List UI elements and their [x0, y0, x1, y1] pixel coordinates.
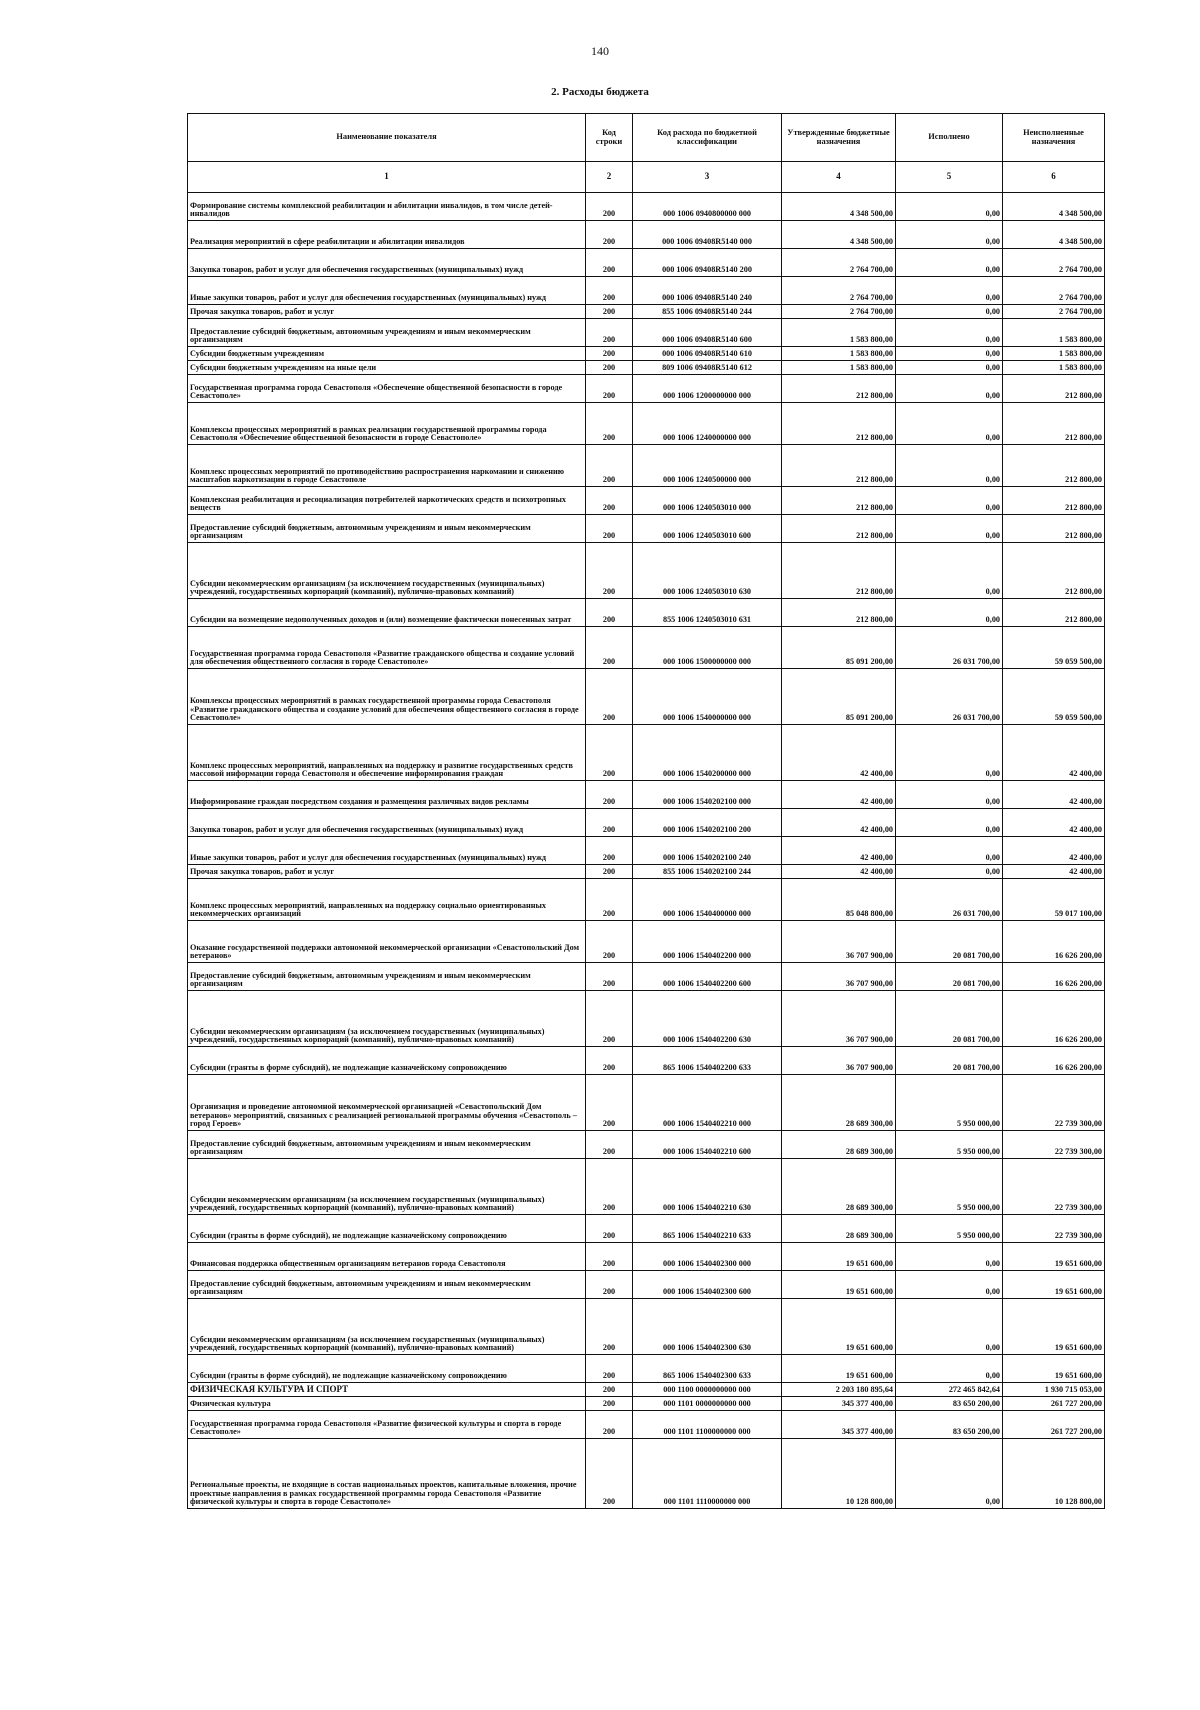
row-code: 200 — [586, 781, 633, 809]
row-classification-code: 000 1006 1540402210 630 — [633, 1159, 782, 1215]
row-approved: 28 689 300,00 — [782, 1131, 896, 1159]
row-code: 200 — [586, 1355, 633, 1383]
header-row — [188, 114, 1105, 162]
row-name: Государственная программа города Севастополя «Развитие гражданского общества и создание условий для обеспечения общественного согласия в городе Севастополе» — [188, 627, 586, 669]
row-name: ФИЗИЧЕСКАЯ КУЛЬТУРА И СПОРТ — [188, 1383, 586, 1397]
row-executed: 0,00 — [896, 599, 1003, 627]
table-row — [188, 1159, 1105, 1215]
row-unexecuted: 22 739 300,00 — [1003, 1159, 1105, 1215]
row-unexecuted: 212 800,00 — [1003, 543, 1105, 599]
row-code: 200 — [586, 1131, 633, 1159]
row-executed: 0,00 — [896, 347, 1003, 361]
table-row — [188, 669, 1105, 725]
row-classification-code: 000 1006 1500000000 000 — [633, 627, 782, 669]
table-row — [188, 781, 1105, 809]
row-unexecuted: 19 651 600,00 — [1003, 1243, 1105, 1271]
row-approved: 42 400,00 — [782, 725, 896, 781]
row-name: Предоставление субсидий бюджетным, автономным учреждениям и иным некоммерческим организациям — [188, 1131, 586, 1159]
row-unexecuted: 2 764 700,00 — [1003, 305, 1105, 319]
row-code: 200 — [586, 963, 633, 991]
row-name: Формирование системы комплексной реабилитации и абилитации инвалидов, в том числе детей-инвалидов — [188, 193, 586, 221]
table-row — [188, 403, 1105, 445]
row-code: 200 — [586, 809, 633, 837]
row-unexecuted: 212 800,00 — [1003, 599, 1105, 627]
row-approved: 212 800,00 — [782, 515, 896, 543]
row-code: 200 — [586, 347, 633, 361]
row-unexecuted: 4 348 500,00 — [1003, 193, 1105, 221]
row-unexecuted: 4 348 500,00 — [1003, 221, 1105, 249]
row-name: Субсидии бюджетным учреждениям на иные цели — [188, 361, 586, 375]
row-name: Закупка товаров, работ и услуг для обеспечения государственных (муниципальных) нужд — [188, 809, 586, 837]
row-classification-code: 865 1006 1540402300 633 — [633, 1355, 782, 1383]
row-classification-code: 855 1006 09408R5140 244 — [633, 305, 782, 319]
row-approved: 85 048 800,00 — [782, 879, 896, 921]
row-code: 200 — [586, 1439, 633, 1509]
row-code: 200 — [586, 1047, 633, 1075]
table-row — [188, 809, 1105, 837]
row-code: 200 — [586, 1243, 633, 1271]
row-name: Субсидии некоммерческим организациям (за исключением государственных (муниципальных) учреждений, государственных корпораций (компаний), публично-правовых компаний) — [188, 1299, 586, 1355]
row-approved: 2 764 700,00 — [782, 249, 896, 277]
row-executed: 0,00 — [896, 837, 1003, 865]
row-approved: 212 800,00 — [782, 487, 896, 515]
row-code: 200 — [586, 221, 633, 249]
row-classification-code: 855 1006 1540202100 244 — [633, 865, 782, 879]
row-classification-code: 000 1006 1540402300 630 — [633, 1299, 782, 1355]
page-number: 140 — [591, 44, 609, 58]
row-name: Прочая закупка товаров, работ и услуг — [188, 305, 586, 319]
row-code: 200 — [586, 487, 633, 515]
row-classification-code: 865 1006 1540402210 633 — [633, 1215, 782, 1243]
row-name: Реализация мероприятий в сфере реабилитации и абилитации инвалидов — [188, 221, 586, 249]
row-approved: 2 764 700,00 — [782, 277, 896, 305]
row-approved: 345 377 400,00 — [782, 1411, 896, 1439]
row-approved: 85 091 200,00 — [782, 669, 896, 725]
row-classification-code: 000 1006 09408R5140 000 — [633, 221, 782, 249]
table-row — [188, 1383, 1105, 1397]
table-row — [188, 347, 1105, 361]
row-code: 200 — [586, 1397, 633, 1411]
row-classification-code: 000 1006 1540402200 000 — [633, 921, 782, 963]
row-approved: 212 800,00 — [782, 445, 896, 487]
row-code: 200 — [586, 543, 633, 599]
row-unexecuted: 16 626 200,00 — [1003, 921, 1105, 963]
row-name: Государственная программа города Севастополя «Обеспечение общественной безопасности в городе Севастополе» — [188, 375, 586, 403]
row-approved: 1 583 800,00 — [782, 347, 896, 361]
row-unexecuted: 59 059 500,00 — [1003, 669, 1105, 725]
row-code: 200 — [586, 1271, 633, 1299]
row-code: 200 — [586, 515, 633, 543]
row-classification-code: 000 1006 0940800000 000 — [633, 193, 782, 221]
row-unexecuted: 22 739 300,00 — [1003, 1075, 1105, 1131]
row-executed: 0,00 — [896, 375, 1003, 403]
row-unexecuted: 2 764 700,00 — [1003, 249, 1105, 277]
row-name: Комплекс процессных мероприятий, направленных на поддержку и развитие государственных средств массовой информации города Севастополя и обеспечение информирования граждан — [188, 725, 586, 781]
row-approved: 19 651 600,00 — [782, 1243, 896, 1271]
row-unexecuted: 42 400,00 — [1003, 725, 1105, 781]
row-unexecuted: 2 764 700,00 — [1003, 277, 1105, 305]
table-row — [188, 879, 1105, 921]
table-row — [188, 305, 1105, 319]
table-row — [188, 1271, 1105, 1299]
row-unexecuted: 212 800,00 — [1003, 403, 1105, 445]
row-code: 200 — [586, 865, 633, 879]
header-classification: Код расхода по бюджетной классификации — [633, 114, 782, 162]
row-unexecuted: 1 583 800,00 — [1003, 347, 1105, 361]
row-code: 200 — [586, 1215, 633, 1243]
row-unexecuted: 22 739 300,00 — [1003, 1131, 1105, 1159]
table-row — [188, 963, 1105, 991]
row-executed: 20 081 700,00 — [896, 1047, 1003, 1075]
row-classification-code: 809 1006 09408R5140 612 — [633, 361, 782, 375]
row-approved: 2 764 700,00 — [782, 305, 896, 319]
column-number: 5 — [896, 162, 1003, 193]
table-row — [188, 865, 1105, 879]
row-name: Субсидии бюджетным учреждениям — [188, 347, 586, 361]
row-unexecuted: 59 059 500,00 — [1003, 627, 1105, 669]
row-name: Комплексы процессных мероприятий в рамках государственной программы города Севастополя «Развитие гражданского общества и создание условий для обеспечения общественного согласия в городе Севастополе» — [188, 669, 586, 725]
row-approved: 212 800,00 — [782, 543, 896, 599]
row-classification-code: 000 1101 0000000000 000 — [633, 1397, 782, 1411]
table-row — [188, 193, 1105, 221]
row-executed: 83 650 200,00 — [896, 1411, 1003, 1439]
row-classification-code: 000 1006 1540402200 600 — [633, 963, 782, 991]
table-row — [188, 361, 1105, 375]
row-executed: 0,00 — [896, 221, 1003, 249]
row-name: Закупка товаров, работ и услуг для обеспечения государственных (муниципальных) нужд — [188, 249, 586, 277]
row-approved: 212 800,00 — [782, 403, 896, 445]
row-unexecuted: 261 727 200,00 — [1003, 1397, 1105, 1411]
row-executed: 26 031 700,00 — [896, 669, 1003, 725]
row-classification-code: 000 1006 1240000000 000 — [633, 403, 782, 445]
row-name: Субсидии (гранты в форме субсидий), не подлежащие казначейскому сопровождению — [188, 1047, 586, 1075]
table-row — [188, 1047, 1105, 1075]
row-name: Субсидии (гранты в форме субсидий), не подлежащие казначейскому сопровождению — [188, 1215, 586, 1243]
row-code: 200 — [586, 1383, 633, 1397]
row-approved: 28 689 300,00 — [782, 1159, 896, 1215]
table-row — [188, 221, 1105, 249]
row-code: 200 — [586, 277, 633, 305]
row-executed: 0,00 — [896, 515, 1003, 543]
row-approved: 42 400,00 — [782, 865, 896, 879]
row-name: Региональные проекты, не входящие в состав национальных проектов, капитальные вложения, прочие проектные направления в рамках государственной программы города Севастополя «Развитие физической культуры и спорта в городе Севастополе» — [188, 1439, 586, 1509]
row-classification-code: 000 1006 09408R5140 610 — [633, 347, 782, 361]
row-unexecuted: 10 128 800,00 — [1003, 1439, 1105, 1509]
row-classification-code: 000 1006 1540400000 000 — [633, 879, 782, 921]
row-classification-code: 000 1006 1540202100 200 — [633, 809, 782, 837]
row-unexecuted: 42 400,00 — [1003, 781, 1105, 809]
row-approved: 42 400,00 — [782, 781, 896, 809]
row-code: 200 — [586, 1299, 633, 1355]
row-executed: 0,00 — [896, 445, 1003, 487]
row-classification-code: 000 1006 1540402200 630 — [633, 991, 782, 1047]
table-row — [188, 1075, 1105, 1131]
row-unexecuted: 1 583 800,00 — [1003, 361, 1105, 375]
header-executed: Исполнено — [896, 114, 1003, 162]
row-unexecuted: 42 400,00 — [1003, 837, 1105, 865]
table-row — [188, 627, 1105, 669]
row-classification-code: 000 1101 1100000000 000 — [633, 1411, 782, 1439]
row-classification-code: 000 1006 1540200000 000 — [633, 725, 782, 781]
row-classification-code: 000 1006 1540202100 240 — [633, 837, 782, 865]
row-code: 200 — [586, 725, 633, 781]
row-code: 200 — [586, 837, 633, 865]
row-unexecuted: 212 800,00 — [1003, 445, 1105, 487]
row-code: 200 — [586, 305, 633, 319]
row-classification-code: 000 1006 1540000000 000 — [633, 669, 782, 725]
row-approved: 36 707 900,00 — [782, 991, 896, 1047]
row-executed: 5 950 000,00 — [896, 1131, 1003, 1159]
column-number: 6 — [1003, 162, 1105, 193]
row-executed: 0,00 — [896, 361, 1003, 375]
table-row — [188, 725, 1105, 781]
row-name: Субсидии (гранты в форме субсидий), не подлежащие казначейскому сопровождению — [188, 1355, 586, 1383]
row-approved: 85 091 200,00 — [782, 627, 896, 669]
row-name: Комплексы процессных мероприятий в рамках реализации государственной программы города Севастополя «Обеспечение общественной безопасности в городе Севастополе» — [188, 403, 586, 445]
row-name: Информирование граждан посредством создания и размещения различных видов рекламы — [188, 781, 586, 809]
row-executed: 0,00 — [896, 1271, 1003, 1299]
row-name: Иные закупки товаров, работ и услуг для обеспечения государственных (муниципальных) нужд — [188, 277, 586, 305]
row-classification-code: 000 1006 09408R5140 240 — [633, 277, 782, 305]
expenditure-table — [187, 113, 1105, 1509]
row-executed: 0,00 — [896, 1243, 1003, 1271]
row-name: Финансовая поддержка общественным организациям ветеранов города Севастополя — [188, 1243, 586, 1271]
row-code: 200 — [586, 669, 633, 725]
row-executed: 26 031 700,00 — [896, 627, 1003, 669]
row-executed: 83 650 200,00 — [896, 1397, 1003, 1411]
row-unexecuted: 42 400,00 — [1003, 809, 1105, 837]
row-classification-code: 000 1006 1240503010 000 — [633, 487, 782, 515]
row-approved: 42 400,00 — [782, 809, 896, 837]
row-executed: 0,00 — [896, 1299, 1003, 1355]
row-executed: 0,00 — [896, 193, 1003, 221]
row-unexecuted: 16 626 200,00 — [1003, 991, 1105, 1047]
section-title: 2. Расходы бюджета — [551, 86, 649, 98]
table-row — [188, 375, 1105, 403]
row-code: 200 — [586, 193, 633, 221]
row-executed: 0,00 — [896, 781, 1003, 809]
row-unexecuted: 19 651 600,00 — [1003, 1299, 1105, 1355]
row-executed: 0,00 — [896, 865, 1003, 879]
row-code: 200 — [586, 1159, 633, 1215]
row-code: 200 — [586, 361, 633, 375]
row-unexecuted: 1 930 715 053,00 — [1003, 1383, 1105, 1397]
table-row — [188, 1439, 1105, 1509]
row-approved: 4 348 500,00 — [782, 221, 896, 249]
table-row — [188, 543, 1105, 599]
row-unexecuted: 22 739 300,00 — [1003, 1215, 1105, 1243]
row-name: Организация и проведение автономной некоммерческой организацией «Севастопольский Дом ветеранов» мероприятий, связанных с реализацией региональной программы обучения «Севастополь – город Героев» — [188, 1075, 586, 1131]
row-approved: 212 800,00 — [782, 375, 896, 403]
row-name: Субсидии на возмещение недополученных доходов и (или) возмещение фактически понесенных затрат — [188, 599, 586, 627]
row-executed: 0,00 — [896, 403, 1003, 445]
row-executed: 0,00 — [896, 319, 1003, 347]
row-unexecuted: 59 017 100,00 — [1003, 879, 1105, 921]
row-executed: 0,00 — [896, 249, 1003, 277]
row-classification-code: 000 1006 1540402300 000 — [633, 1243, 782, 1271]
row-code: 200 — [586, 249, 633, 277]
row-executed: 272 465 842,64 — [896, 1383, 1003, 1397]
row-name: Субсидии некоммерческим организациям (за исключением государственных (муниципальных) учреждений, государственных корпораций (компаний), публично-правовых компаний) — [188, 991, 586, 1047]
table-row — [188, 1411, 1105, 1439]
table-row — [188, 1355, 1105, 1383]
row-unexecuted: 1 583 800,00 — [1003, 319, 1105, 347]
row-classification-code: 000 1006 1540402300 600 — [633, 1271, 782, 1299]
row-approved: 1 583 800,00 — [782, 319, 896, 347]
header-approved: Утвержденные бюджетные назначения — [782, 114, 896, 162]
row-approved: 212 800,00 — [782, 599, 896, 627]
row-approved: 28 689 300,00 — [782, 1075, 896, 1131]
row-approved: 1 583 800,00 — [782, 361, 896, 375]
column-number: 3 — [633, 162, 782, 193]
column-number-row — [188, 162, 1105, 193]
row-name: Предоставление субсидий бюджетным, автономным учреждениям и иным некоммерческим организациям — [188, 963, 586, 991]
row-executed: 5 950 000,00 — [896, 1159, 1003, 1215]
row-approved: 19 651 600,00 — [782, 1299, 896, 1355]
row-executed: 0,00 — [896, 543, 1003, 599]
table-row — [188, 445, 1105, 487]
row-approved: 19 651 600,00 — [782, 1271, 896, 1299]
row-classification-code: 000 1101 1110000000 000 — [633, 1439, 782, 1509]
row-executed: 0,00 — [896, 809, 1003, 837]
row-name: Физическая культура — [188, 1397, 586, 1411]
row-name: Предоставление субсидий бюджетным, автономным учреждениям и иным некоммерческим организациям — [188, 515, 586, 543]
row-classification-code: 000 1006 09408R5140 600 — [633, 319, 782, 347]
row-executed: 26 031 700,00 — [896, 879, 1003, 921]
row-code: 200 — [586, 627, 633, 669]
column-number: 1 — [188, 162, 586, 193]
row-name: Прочая закупка товаров, работ и услуг — [188, 865, 586, 879]
row-approved: 28 689 300,00 — [782, 1215, 896, 1243]
row-code: 200 — [586, 1411, 633, 1439]
row-classification-code: 865 1006 1540402200 633 — [633, 1047, 782, 1075]
row-name: Предоставление субсидий бюджетным, автономным учреждениям и иным некоммерческим организациям — [188, 1271, 586, 1299]
row-unexecuted: 212 800,00 — [1003, 375, 1105, 403]
row-unexecuted: 212 800,00 — [1003, 487, 1105, 515]
row-code: 200 — [586, 319, 633, 347]
row-name: Государственная программа города Севастополя «Развитие физической культуры и спорта в городе Севастополе» — [188, 1411, 586, 1439]
row-code: 200 — [586, 375, 633, 403]
table-row — [188, 1131, 1105, 1159]
row-executed: 5 950 000,00 — [896, 1215, 1003, 1243]
table-row — [188, 1397, 1105, 1411]
row-unexecuted: 19 651 600,00 — [1003, 1355, 1105, 1383]
row-executed: 20 081 700,00 — [896, 963, 1003, 991]
table-row — [188, 487, 1105, 515]
row-code: 200 — [586, 1075, 633, 1131]
row-classification-code: 855 1006 1240503010 631 — [633, 599, 782, 627]
row-name: Иные закупки товаров, работ и услуг для обеспечения государственных (муниципальных) нужд — [188, 837, 586, 865]
row-classification-code: 000 1006 1240503010 630 — [633, 543, 782, 599]
row-approved: 10 128 800,00 — [782, 1439, 896, 1509]
table-row — [188, 991, 1105, 1047]
column-number: 2 — [586, 162, 633, 193]
table-row — [188, 277, 1105, 305]
table-row — [188, 1215, 1105, 1243]
row-executed: 20 081 700,00 — [896, 921, 1003, 963]
row-unexecuted: 16 626 200,00 — [1003, 1047, 1105, 1075]
row-classification-code: 000 1006 1240500000 000 — [633, 445, 782, 487]
row-approved: 36 707 900,00 — [782, 1047, 896, 1075]
row-executed: 20 081 700,00 — [896, 991, 1003, 1047]
table-row — [188, 319, 1105, 347]
header-code: Код строки — [586, 114, 633, 162]
table-row — [188, 1243, 1105, 1271]
row-approved: 2 203 180 895,64 — [782, 1383, 896, 1397]
row-name: Комплексная реабилитация и ресоциализация потребителей наркотических средств и психотропных веществ — [188, 487, 586, 515]
row-unexecuted: 261 727 200,00 — [1003, 1411, 1105, 1439]
header-name: Наименование показателя — [188, 114, 586, 162]
row-executed: 0,00 — [896, 1439, 1003, 1509]
row-executed: 0,00 — [896, 487, 1003, 515]
row-approved: 36 707 900,00 — [782, 963, 896, 991]
row-name: Субсидии некоммерческим организациям (за исключением государственных (муниципальных) учреждений, государственных корпораций (компаний), публично-правовых компаний) — [188, 1159, 586, 1215]
row-name: Оказание государственной поддержки автономной некоммерческой организации «Севастопольский Дом ветеранов» — [188, 921, 586, 963]
row-executed: 0,00 — [896, 1355, 1003, 1383]
row-classification-code: 000 1100 0000000000 000 — [633, 1383, 782, 1397]
row-name: Комплекс процессных мероприятий, направленных на поддержку социально ориентированных некоммерческих организаций — [188, 879, 586, 921]
row-code: 200 — [586, 445, 633, 487]
table-row — [188, 249, 1105, 277]
row-executed: 0,00 — [896, 305, 1003, 319]
row-code: 200 — [586, 991, 633, 1047]
row-unexecuted: 19 651 600,00 — [1003, 1271, 1105, 1299]
row-classification-code: 000 1006 1540402210 000 — [633, 1075, 782, 1131]
row-executed: 0,00 — [896, 725, 1003, 781]
row-classification-code: 000 1006 09408R5140 200 — [633, 249, 782, 277]
row-name: Предоставление субсидий бюджетным, автономным учреждениям и иным некоммерческим организациям — [188, 319, 586, 347]
row-unexecuted: 16 626 200,00 — [1003, 963, 1105, 991]
row-approved: 345 377 400,00 — [782, 1397, 896, 1411]
row-unexecuted: 42 400,00 — [1003, 865, 1105, 879]
table-row — [188, 837, 1105, 865]
row-approved: 42 400,00 — [782, 837, 896, 865]
table-row — [188, 921, 1105, 963]
row-classification-code: 000 1006 1540202100 000 — [633, 781, 782, 809]
row-code: 200 — [586, 879, 633, 921]
row-executed: 0,00 — [896, 277, 1003, 305]
row-classification-code: 000 1006 1200000000 000 — [633, 375, 782, 403]
row-classification-code: 000 1006 1240503010 600 — [633, 515, 782, 543]
row-code: 200 — [586, 403, 633, 445]
header-unexecuted: Неисполненные назначения — [1003, 114, 1105, 162]
table-row — [188, 599, 1105, 627]
table-row — [188, 1299, 1105, 1355]
row-approved: 4 348 500,00 — [782, 193, 896, 221]
column-number: 4 — [782, 162, 896, 193]
row-approved: 36 707 900,00 — [782, 921, 896, 963]
row-code: 200 — [586, 599, 633, 627]
row-approved: 19 651 600,00 — [782, 1355, 896, 1383]
row-classification-code: 000 1006 1540402210 600 — [633, 1131, 782, 1159]
row-executed: 5 950 000,00 — [896, 1075, 1003, 1131]
row-code: 200 — [586, 921, 633, 963]
row-name: Комплекс процессных мероприятий по противодействию распространения наркомании и снижению масштабов наркотизации в городе Севастополе — [188, 445, 586, 487]
row-name: Субсидии некоммерческим организациям (за исключением государственных (муниципальных) учреждений, государственных корпораций (компаний), публично-правовых компаний) — [188, 543, 586, 599]
table-row — [188, 515, 1105, 543]
row-unexecuted: 212 800,00 — [1003, 515, 1105, 543]
